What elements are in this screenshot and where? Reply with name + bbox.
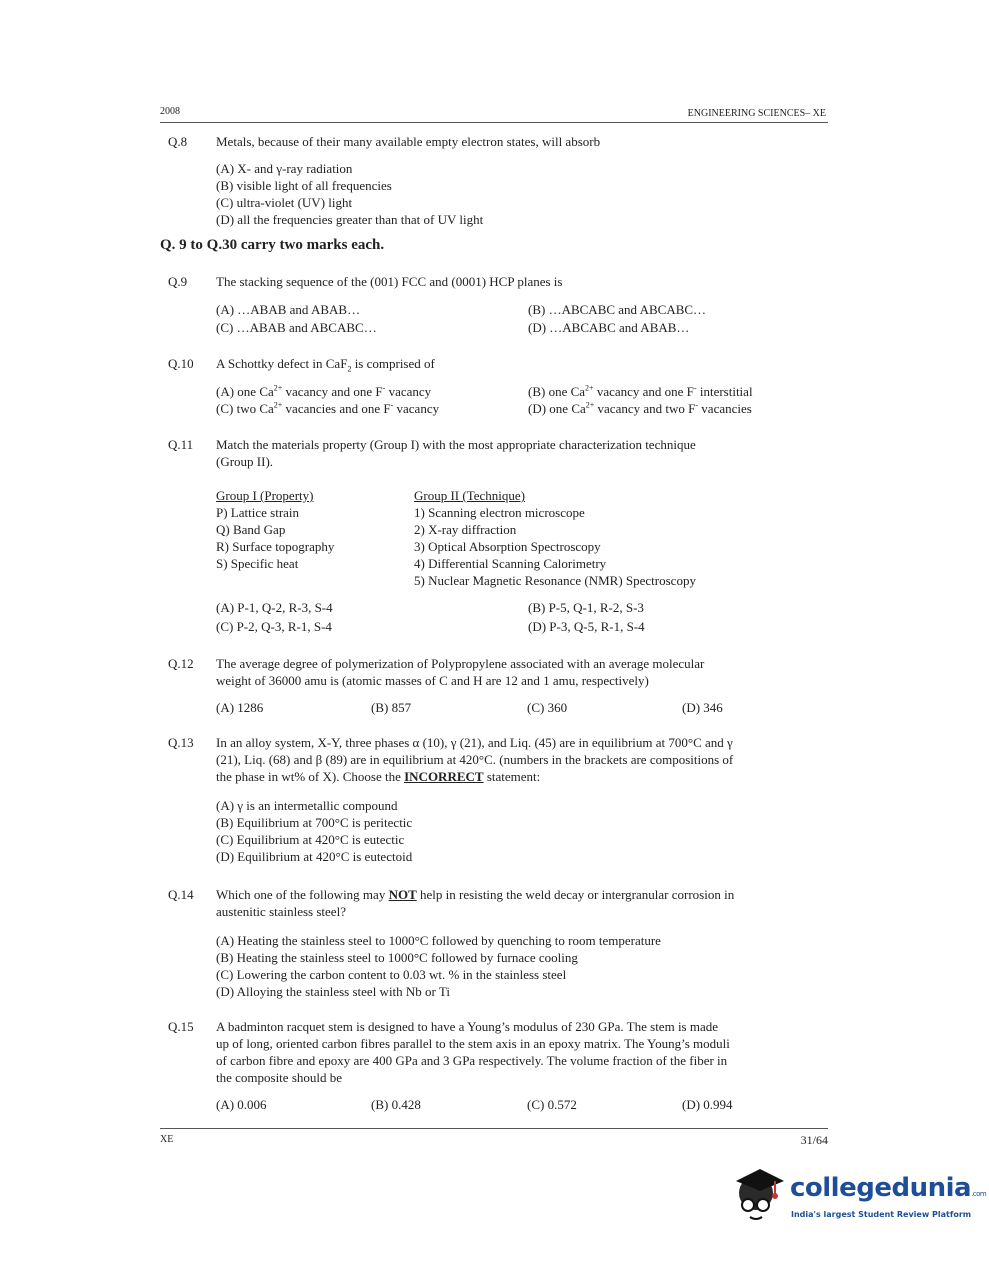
- q14-option-a: (A) Heating the stainless steel to 1000°C followed by quenching to room temperature: [216, 933, 661, 948]
- q14-options: [216, 932, 661, 1000]
- section-heading: Q. 9 to Q.30 carry two marks each.: [160, 237, 385, 253]
- q15-option-b: (B) 0.428: [371, 1097, 421, 1112]
- q11-text: Match the materials property (Group I) with the most appropriate characterization technique (Group II).: [216, 437, 696, 469]
- q10-option-a: (A) one $Ca^{2+}$ vacancy and one F- vacancy: [216, 383, 432, 399]
- q9-text: The stacking sequence of the (001) FCC and (0001) HCP planes is: [216, 274, 563, 289]
- q13-option-b: (B) Equilibrium at 700°C is peritectic: [216, 815, 413, 830]
- q11-option-d: (D) P-3, Q-5, R-1, S-4: [528, 619, 645, 634]
- q8-number: Q.8: [168, 134, 188, 149]
- q9-option-c: (C) …ABAB and ABCABC…: [216, 320, 377, 335]
- q11-group2: [414, 487, 696, 589]
- q9-option-d: (D) …ABCABC and ABAB…: [528, 320, 690, 335]
- q11-option-b: (B) P-5, Q-1, R-2, S-3: [528, 600, 644, 615]
- page-number: 31/64: [800, 1133, 828, 1147]
- q13-option-d: (D) Equilibrium at 420°C is eutectoid: [216, 849, 413, 864]
- q15-option-d: (D) 0.994: [682, 1097, 733, 1112]
- q14-option-c: (C) Lowering the carbon content to 0.03 wt. % in the stainless steel: [216, 967, 567, 982]
- q8-option-d: (D) all the frequencies greater than that of UV light: [216, 212, 484, 227]
- q14-option-b: (B) Heating the stainless steel to 1000°C followed by furnace cooling: [216, 950, 578, 965]
- q9-number: Q.9: [168, 274, 188, 289]
- mascot-icon: [730, 1163, 788, 1227]
- q12-option-d: (D) 346: [682, 700, 723, 715]
- list-item: Q) Band Gap: [216, 522, 286, 537]
- collegedunia-logo[interactable]: [730, 1163, 987, 1229]
- q10-option-d: (D) one $Ca^{2+}$ vacancy and two F- vacancies: [528, 400, 752, 416]
- q12-text: The average degree of polymerization of Polypropylene associated with an average molecular weight of 36000 amu is (atomic masses of C and H are 12 and 1 amu, respectively): [216, 656, 705, 688]
- list-item: 2) X-ray diffraction: [414, 522, 517, 537]
- footer-left: XE: [160, 1134, 174, 1145]
- q12-option-b: (B) 857: [371, 700, 412, 715]
- q8-option-c: (C) ultra-violet (UV) light: [216, 195, 353, 210]
- q13-options: [216, 797, 412, 865]
- q14-text: Which one of the following may NOT help in resisting the weld decay or intergranular corrosion in austenitic stainless steel?: [216, 887, 735, 919]
- list-item: R) Surface topography: [216, 539, 335, 554]
- q15-text: A badminton racquet stem is designed to have a Young’s modulus of 230 GPa. The stem is made up of long, oriented carbon fibres parallel to the stem axis in an epoxy matrix. The Young’s moduli of carbon fibre and epoxy are 400 GPa and 3 GPa respectively. The volume fraction of the fiber in the composite should be: [216, 1019, 730, 1085]
- header-year: 2008: [160, 106, 180, 117]
- header-rule: [160, 122, 828, 123]
- list-item: P) Lattice strain: [216, 505, 300, 520]
- q15-option-c: (C) 0.572: [527, 1097, 577, 1112]
- q8-option-a: (A) X- and γ-ray radiation: [216, 161, 353, 176]
- q9-option-b: (B) …ABCABC and ABCABC…: [528, 302, 707, 317]
- list-item: 4) Differential Scanning Calorimetry: [414, 556, 607, 571]
- footer-rule: [160, 1128, 828, 1129]
- q11-group1: [216, 487, 334, 572]
- list-item: 1) Scanning electron microscope: [414, 505, 585, 520]
- list-item: 5) Nuclear Magnetic Resonance (NMR) Spectroscopy: [414, 573, 696, 588]
- q10-number: Q.10: [168, 356, 194, 371]
- q13-text: In an alloy system, X-Y, three phases α (10), γ (21), and Liq. (45) are in equilibrium at 700°C and γ (21), Liq. (68) and β (89) are in equilibrium at 420°C. (numbers in the brackets are compositions of the phase in wt% of X). Choose the INCORRECT statement:: [216, 735, 734, 784]
- q13-option-a: (A) γ is an intermetallic compound: [216, 798, 398, 813]
- q10-text: A Schottky defect in CaF$_2$ is comprised of: [216, 356, 435, 374]
- q14-number: Q.14: [168, 887, 194, 902]
- q9-option-a: (A) …ABAB and ABAB…: [216, 302, 361, 317]
- list-item: S) Specific heat: [216, 556, 299, 571]
- q10-option-b: (B) one $Ca^{2+}$ vacancy and one F- interstitial: [528, 383, 753, 399]
- q12-option-c: (C) 360: [527, 700, 568, 715]
- header-subject: ENGINEERING SCIENCES– XE: [687, 108, 826, 119]
- q14-option-d: (D) Alloying the stainless steel with Nb or Ti: [216, 984, 450, 999]
- q12-option-a: (A) 1286: [216, 700, 264, 715]
- logo-name: collegedunia.com: [790, 1173, 987, 1203]
- q15-option-a: (A) 0.006: [216, 1097, 267, 1112]
- list-item: 3) Optical Absorption Spectroscopy: [414, 539, 601, 554]
- q8-option-b: (B) visible light of all frequencies: [216, 178, 392, 193]
- q8-options: [216, 160, 483, 228]
- q13-option-c: (C) Equilibrium at 420°C is eutectic: [216, 832, 405, 847]
- logo-tagline: India's largest Student Review Platform: [791, 1210, 972, 1219]
- q11-group1-heading: Group I (Property): [216, 488, 314, 503]
- q13-number: Q.13: [168, 735, 194, 750]
- q10-option-c: (C) two $Ca^{2+}$ vacancies and one F- vacancy: [216, 400, 440, 416]
- q11-option-c: (C) P-2, Q-3, R-1, S-4: [216, 619, 332, 634]
- q11-option-a: (A) P-1, Q-2, R-3, S-4: [216, 600, 333, 615]
- q12-number: Q.12: [168, 656, 194, 671]
- q11-group2-heading: Group II (Technique): [414, 488, 525, 503]
- q8-text: Metals, because of their many available empty electron states, will absorb: [216, 134, 601, 149]
- q15-number: Q.15: [168, 1019, 194, 1034]
- q11-number: Q.11: [168, 437, 194, 452]
